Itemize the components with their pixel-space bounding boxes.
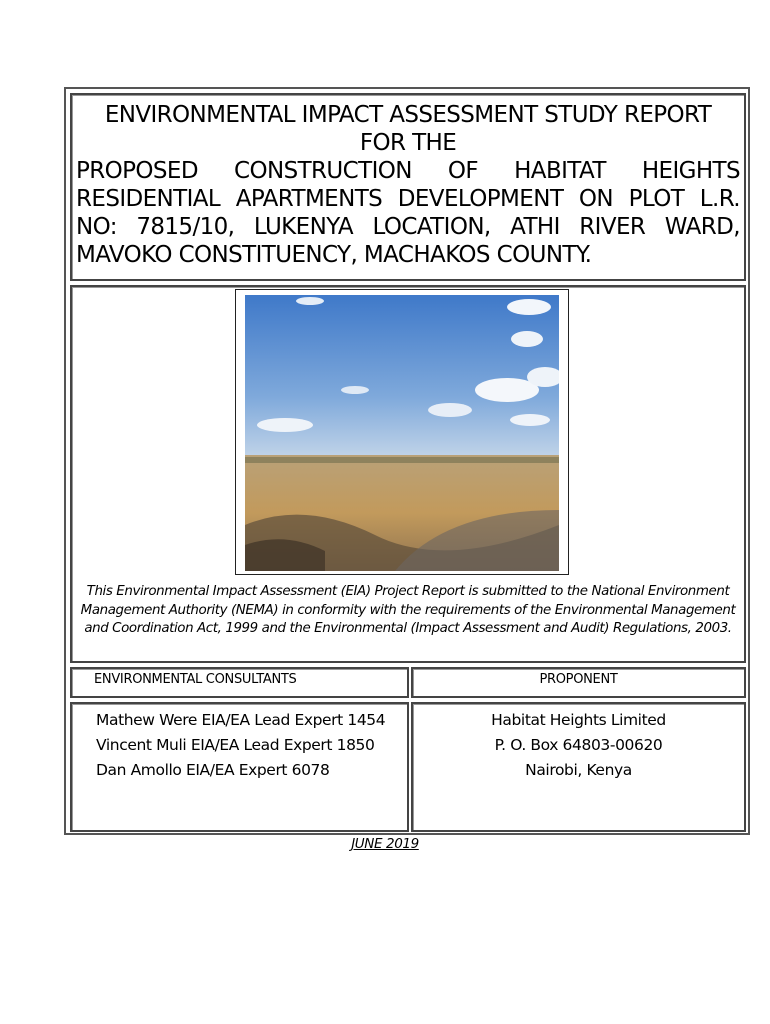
- consultant-2: Vincent Muli EIA/EA Lead Expert 1850: [96, 736, 375, 754]
- report-date: JUNE 2019: [351, 836, 419, 852]
- proponent-name: Habitat Heights Limited: [491, 711, 666, 729]
- consultants-header: ENVIRONMENTAL CONSULTANTS: [70, 667, 409, 698]
- proponent-details: [411, 702, 746, 832]
- submission-note: This Environmental Impact Assessment (EIA) Project Report is submitted to the National Environment Management Authority (NEMA) in conformity with the requirements of the Environmental Management and Coordination Act, 1999 and the Environmental (Impact Assessment and Audit) Regulations, 2003.: [80, 584, 736, 636]
- title-line-2: FOR THE: [359, 130, 457, 156]
- title-section: [70, 93, 746, 281]
- title-body: PROPOSED CONSTRUCTION OF HABITAT HEIGHTS RESIDENTIAL APARTMENTS DEVELOPMENT ON PLOT L.R. NO: 7815/10, LUKENYA LOCATION, ATHI RIVER WARD, MAVOKO CONSTITUENCY, MACHAKOS COUNTY.: [76, 158, 740, 268]
- landscape-photo-icon: [245, 295, 559, 571]
- consultant-3: Dan Amollo EIA/EA Expert 6078: [96, 761, 330, 779]
- proponent-header: PROPONENT: [411, 667, 746, 698]
- proponent-address: P. O. Box 64803-00620: [494, 736, 663, 754]
- consultant-1: Mathew Were EIA/EA Lead Expert 1454: [96, 711, 386, 729]
- report-title: [72, 95, 744, 269]
- proponent-city: Nairobi, Kenya: [525, 761, 632, 779]
- consultants-list: [70, 702, 409, 832]
- site-photo: [235, 289, 569, 575]
- cover-frame: [64, 87, 750, 835]
- title-line-1: ENVIRONMENTAL IMPACT ASSESSMENT STUDY REPORT: [104, 102, 712, 128]
